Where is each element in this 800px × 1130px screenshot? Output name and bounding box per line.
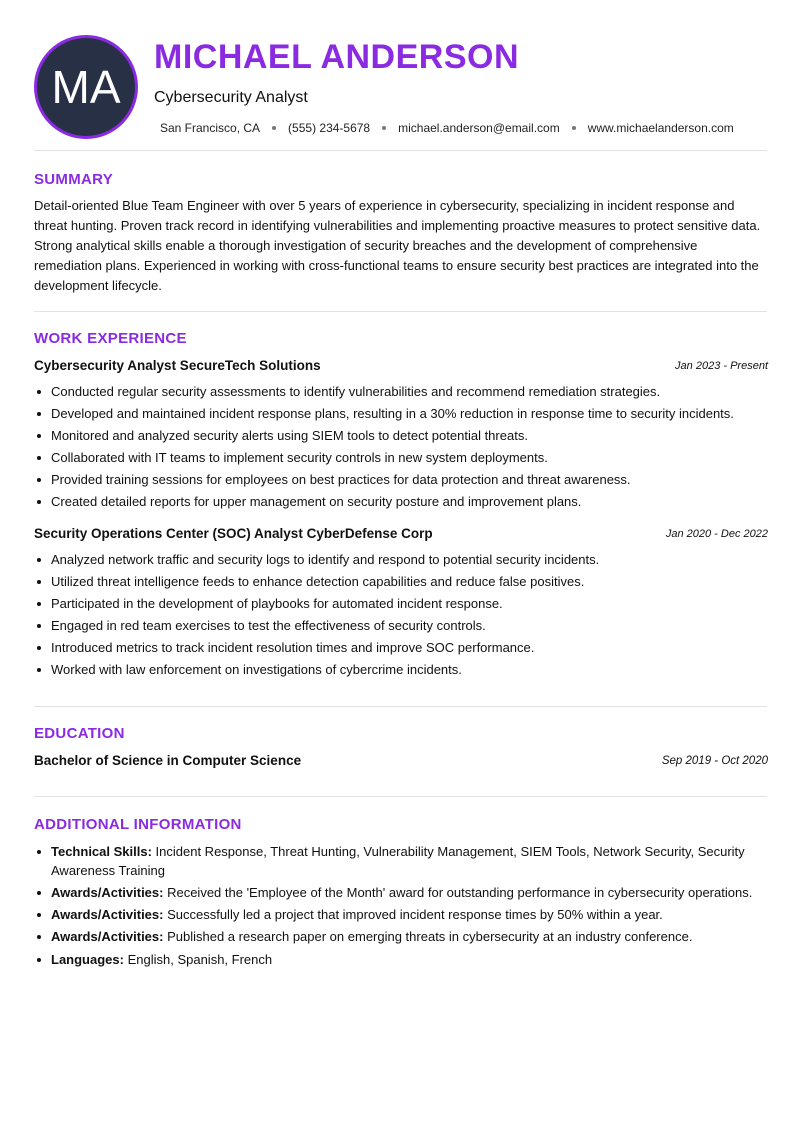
additional-heading: ADDITIONAL INFORMATION — [34, 816, 242, 833]
education-entry — [34, 753, 768, 771]
job-header — [34, 358, 768, 376]
job-header — [34, 526, 768, 544]
avatar — [34, 35, 138, 139]
contact-location: San Francisco, CA — [160, 121, 261, 135]
list-item: Introduced metrics to track incident resolution times and improve SOC performance. — [34, 637, 768, 659]
job-date: Jan 2020 - Dec 2022 — [665, 528, 768, 540]
divider — [34, 150, 767, 151]
job-bullets — [34, 549, 768, 681]
item-label: Technical Skills: — [51, 844, 152, 859]
list-item — [34, 927, 768, 946]
item-label: Languages: — [51, 952, 124, 967]
item-label: Awards/Activities: — [51, 885, 164, 900]
divider — [34, 796, 767, 797]
list-item — [34, 950, 768, 969]
contact-line — [160, 121, 734, 135]
list-item — [34, 905, 768, 924]
list-item: Collaborated with IT teams to implement security controls in new system deployments. — [34, 447, 768, 469]
divider — [34, 706, 767, 707]
divider — [34, 311, 767, 312]
degree-title: Bachelor of Science in Computer Science — [34, 753, 302, 768]
summary-heading: SUMMARY — [34, 171, 114, 188]
item-label: Awards/Activities: — [51, 907, 164, 922]
contact-separator — [572, 126, 576, 130]
job-bullets — [34, 381, 768, 513]
avatar-initials: MA — [51, 61, 121, 113]
summary-text: Detail-oriented Blue Team Engineer with over 5 years of experience in cybersecurity, specializing in incident response and threat hunting. Proven track record in identifying vulnerabilities and implementing proactive measures to protect sensitive data. Strong analytical skills enable a thorough investigation of security breaches and the development of comprehensive remediation plans. Experienced in working with cross-functional teams to ensure security best practices are integrated into the development lifecycle. — [34, 198, 761, 293]
list-item: Provided training sessions for employees on best practices for data protection and threat awareness. — [34, 469, 768, 491]
list-item: Worked with law enforcement on investigations of cybercrime incidents. — [34, 659, 768, 681]
item-text: Published a research paper on emerging threats in cybersecurity at an industry conference. — [163, 929, 693, 944]
job-title: Security Operations Center (SOC) Analyst CyberDefense Corp — [34, 526, 433, 541]
education-heading: EDUCATION — [34, 725, 125, 742]
list-item — [34, 842, 768, 880]
list-item: Monitored and analyzed security alerts using SIEM tools to detect potential threats. — [34, 425, 768, 447]
item-text: Received the 'Employee of the Month' award for outstanding performance in cybersecurity operations. — [163, 885, 753, 900]
contact-separator — [272, 126, 276, 130]
contact-phone: (555) 234-5678 — [288, 121, 371, 135]
contact-website: www.michaelanderson.com — [587, 121, 734, 135]
candidate-name: MICHAEL ANDERSON — [154, 38, 520, 76]
item-text: Incident Response, Threat Hunting, Vulnerability Management, SIEM Tools, Network Security, Security Awareness Training — [51, 844, 745, 878]
item-label: Awards/Activities: — [51, 929, 164, 944]
list-item: Engaged in red team exercises to test the effectiveness of security controls. — [34, 615, 768, 637]
item-text: Successfully led a project that improved incident response times by 50% within a year. — [163, 907, 663, 922]
list-item: Participated in the development of playbooks for automated incident response. — [34, 593, 768, 615]
job-title: Cybersecurity Analyst SecureTech Solutions — [34, 358, 321, 373]
experience-heading: WORK EXPERIENCE — [34, 330, 187, 347]
contact-separator — [382, 126, 386, 130]
list-item: Analyzed network traffic and security logs to identify and respond to potential security incidents. — [34, 549, 768, 571]
job-date: Jan 2023 - Present — [675, 360, 768, 372]
list-item: Conducted regular security assessments to identify vulnerabilities and recommend remediation strategies. — [34, 381, 768, 403]
additional-list — [34, 842, 768, 972]
item-text: English, Spanish, French — [123, 952, 273, 967]
list-item: Developed and maintained incident response plans, resulting in a 30% reduction in response time to security incidents. — [34, 403, 768, 425]
contact-email: michael.anderson@email.com — [398, 121, 560, 135]
resume-header — [0, 0, 800, 150]
candidate-role: Cybersecurity Analyst — [154, 89, 308, 106]
list-item — [34, 883, 768, 902]
education-date: Sep 2019 - Oct 2020 — [661, 755, 768, 767]
list-item: Utilized threat intelligence feeds to enhance detection capabilities and reduce false positives. — [34, 571, 768, 593]
list-item: Created detailed reports for upper management on security posture and improvement plans. — [34, 491, 768, 513]
